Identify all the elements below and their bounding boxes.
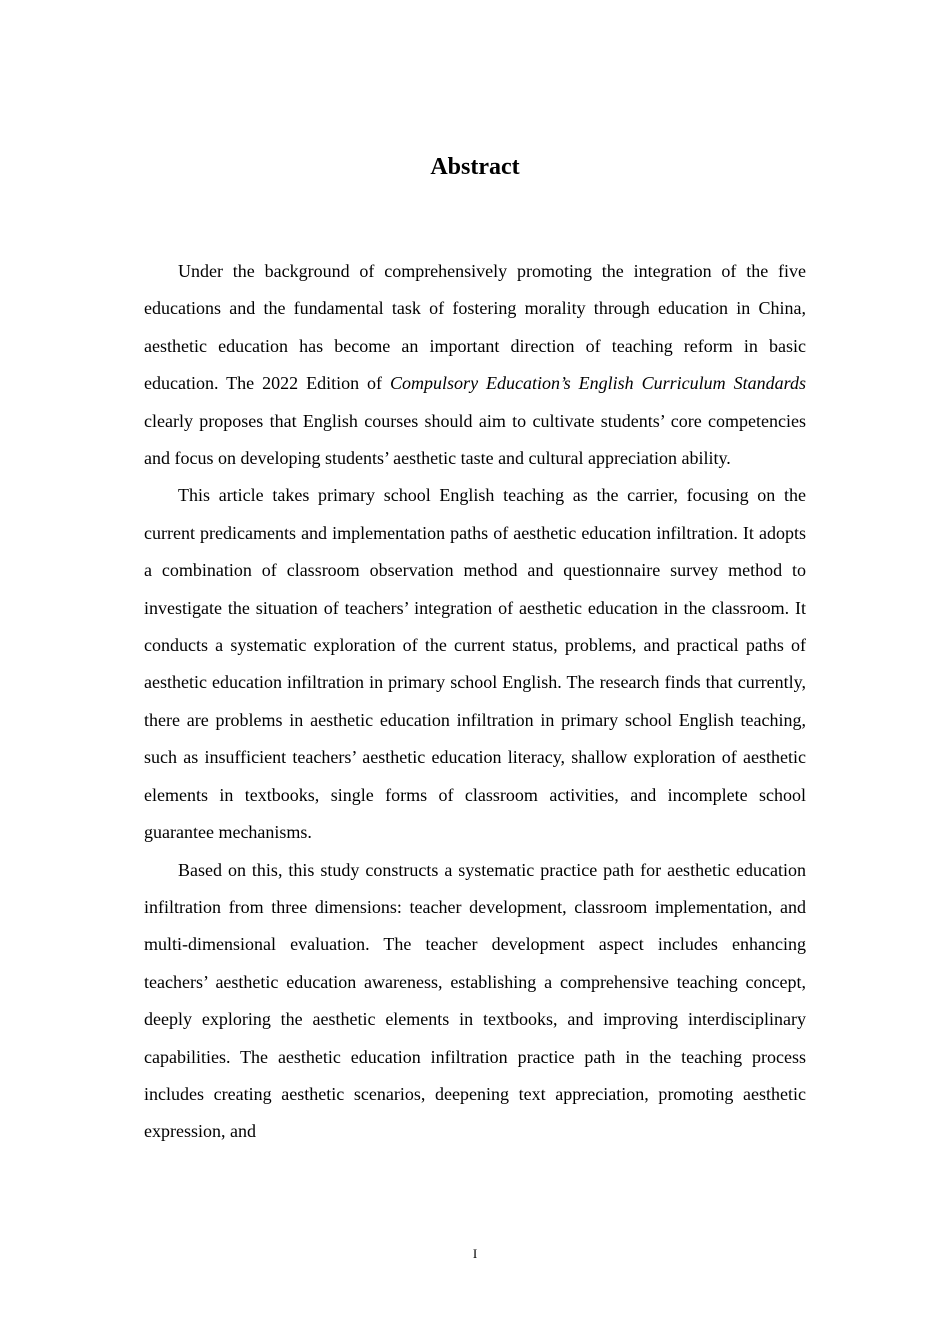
paragraph-2-text: This article takes primary school English teaching as the carrier, focusing on the current predicaments and implementation paths of aesthetic education infiltration. It adopts a combination of classroom observation method and questionnaire survey method to investigate the situation of teachers’ integration of aesthetic education in the classroom. It conducts a systematic exploration of the current status, problems, and practical paths of aesthetic education infiltration in primary school English. The research finds that currently, there are problems in aesthetic education infiltration in primary school English teaching, such as insufficient teachers’ aesthetic education literacy, shallow exploration of aesthetic elements in textbooks, single forms of classroom activities, and incomplete school guarantee mechanisms. — [144, 485, 806, 843]
abstract-paragraph-1 — [144, 253, 806, 477]
abstract-title: Abstract — [430, 154, 520, 180]
abstract-body — [144, 253, 806, 1151]
abstract-paragraph-2 — [144, 477, 806, 851]
page-number: I — [472, 1246, 478, 1261]
paragraph-1-text-before: Under the background of comprehensively promoting the integration of the five educations and the fundamental task of fostering morality through education in China, aesthetic education has become an important direction of teaching reform in basic education. The 2022 Edition of — [144, 261, 806, 394]
paragraph-1-text-after: clearly proposes that English courses should aim to cultivate students’ core competencies and focus on developing students’ aesthetic taste and cultural appreciation ability. — [144, 410, 806, 469]
paragraph-3-text: Based on this, this study constructs a systematic practice path for aesthetic education infiltration from three dimensions: teacher development, classroom implementation, and multi-dimensional evaluation. The teacher development aspect includes enhancing teachers’ aesthetic education awareness, establishing a comprehensive teaching concept, deeply exploring the aesthetic elements in textbooks, and improving interdisciplinary capabilities. The aesthetic education infiltration practice path in the teaching process includes creating aesthetic scenarios, deepening text appreciation, promoting aesthetic expression, and — [144, 859, 806, 1142]
abstract-paragraph-3 — [144, 852, 806, 1151]
curriculum-standards-title: Compulsory Education’s English Curriculum Standards — [390, 373, 806, 394]
